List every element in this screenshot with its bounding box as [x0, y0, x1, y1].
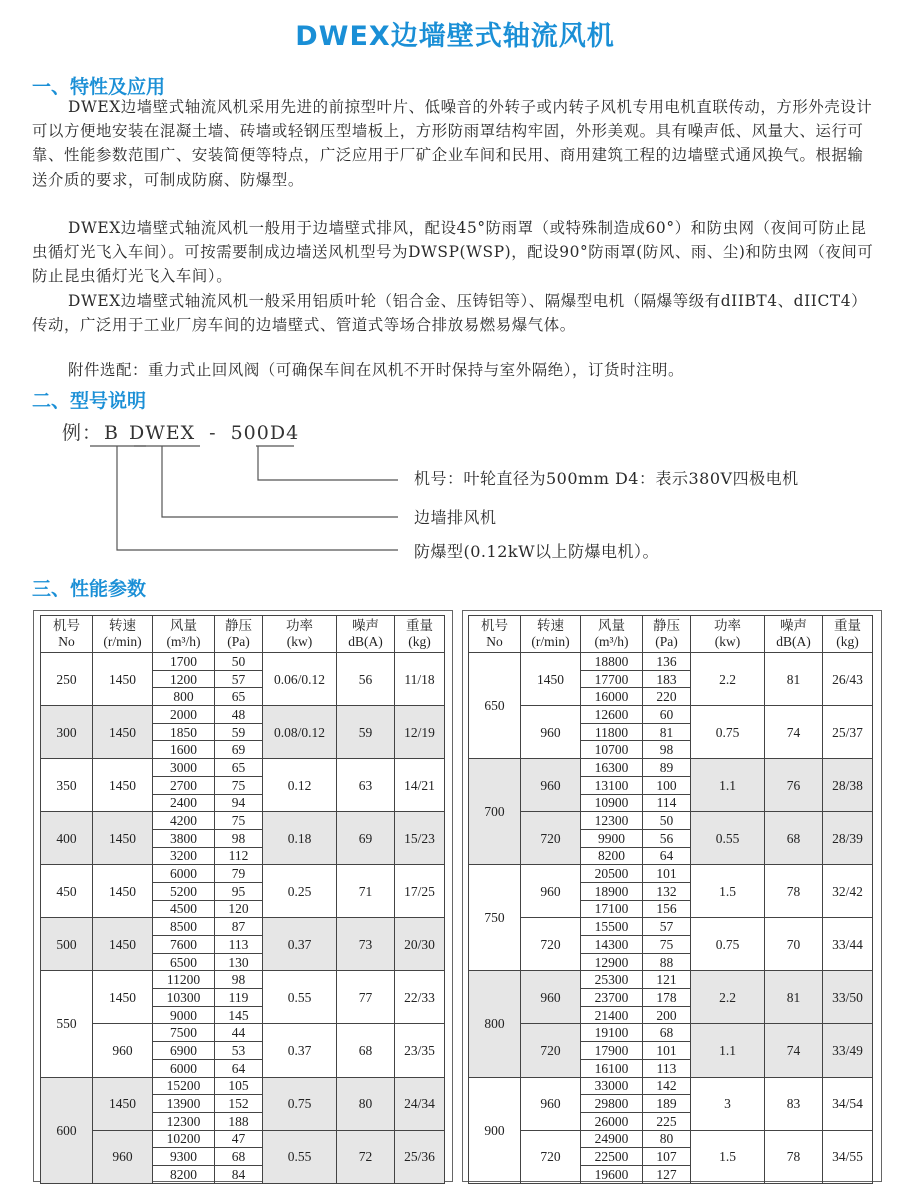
- cell-power: 0.75: [691, 918, 765, 971]
- column-header: [215, 616, 263, 653]
- column-header: [581, 616, 643, 653]
- column-header: [41, 616, 93, 653]
- cell-pressure: 88: [643, 953, 691, 971]
- cell-weight: 28/38: [823, 759, 873, 812]
- cell-airflow: 14300: [581, 936, 643, 954]
- model-dash: -: [209, 422, 217, 444]
- cell-machine-no: 500: [41, 918, 93, 971]
- cell-pressure: 57: [643, 918, 691, 936]
- cell-airflow: 25300: [581, 971, 643, 989]
- cell-weight: 15/23: [395, 812, 445, 865]
- cell-weight: 26/43: [823, 653, 873, 706]
- cell-airflow: 18800: [581, 653, 643, 671]
- cell-airflow: 19600: [581, 1165, 643, 1183]
- column-header-label: 重量: [834, 618, 861, 633]
- cell-pressure: 107: [643, 1148, 691, 1166]
- cell-speed: 1450: [93, 706, 153, 759]
- column-header-label: 功率: [714, 618, 741, 633]
- cell-machine-no: 900: [469, 1077, 521, 1183]
- column-header: [643, 616, 691, 653]
- table-row: [469, 865, 873, 883]
- table-row: [41, 759, 445, 777]
- cell-pressure: 145: [215, 1006, 263, 1024]
- cell-pressure: 178: [643, 989, 691, 1007]
- column-header-label: 机号: [481, 618, 508, 633]
- cell-airflow: 13900: [153, 1095, 215, 1113]
- cell-airflow: 15500: [581, 918, 643, 936]
- column-header-label: 功率: [286, 618, 313, 633]
- cell-pressure: 65: [215, 759, 263, 777]
- cell-airflow: 5200: [153, 882, 215, 900]
- cell-airflow: 3200: [153, 847, 215, 865]
- cell-weight: 33/50: [823, 971, 873, 1024]
- cell-airflow: 1600: [153, 741, 215, 759]
- cell-weight: 22/33: [395, 971, 445, 1024]
- cell-pressure: 98: [643, 741, 691, 759]
- cell-airflow: 1700: [153, 653, 215, 671]
- cell-airflow: 4200: [153, 812, 215, 830]
- cell-airflow: 19100: [581, 1024, 643, 1042]
- cell-noise: 56: [337, 653, 395, 706]
- cell-machine-no: 750: [469, 865, 521, 971]
- cell-noise: 74: [765, 1024, 823, 1077]
- cell-pressure: 156: [643, 900, 691, 918]
- cell-weight: 11/18: [395, 653, 445, 706]
- cell-weight: 34/55: [823, 1130, 873, 1183]
- column-header-label: 机号: [53, 618, 80, 633]
- column-header-unit: (kg): [408, 634, 431, 649]
- cell-airflow: 26000: [581, 1112, 643, 1130]
- column-header-label: 转速: [109, 618, 136, 633]
- cell-power: 1.1: [691, 1024, 765, 1077]
- cell-noise: 68: [337, 1024, 395, 1077]
- cell-power: 0.55: [263, 971, 337, 1024]
- cell-pressure: 79: [215, 865, 263, 883]
- cell-pressure: 94: [215, 794, 263, 812]
- annotation-machine-number: 机号：叶轮直径为500mm D4：表示380V四极电机: [414, 469, 799, 488]
- cell-noise: 70: [765, 918, 823, 971]
- cell-pressure: 57: [215, 670, 263, 688]
- cell-airflow: 10300: [153, 989, 215, 1007]
- cell-pressure: 142: [643, 1077, 691, 1095]
- model-series: DWEX: [128, 422, 196, 444]
- table-row: [469, 1077, 873, 1095]
- table-row: [469, 1024, 873, 1042]
- column-header-label: 风量: [170, 618, 197, 633]
- column-header-unit: (Pa): [227, 634, 250, 649]
- cell-machine-no: 450: [41, 865, 93, 918]
- cell-airflow: 9000: [153, 1006, 215, 1024]
- cell-weight: 33/44: [823, 918, 873, 971]
- model-explosion-letter: B: [104, 422, 119, 444]
- cell-speed: 1450: [521, 653, 581, 706]
- section-heading-performance: 三、性能参数: [32, 578, 147, 600]
- cell-power: 1.5: [691, 1130, 765, 1183]
- cell-speed: 960: [521, 865, 581, 918]
- cell-airflow: 3800: [153, 829, 215, 847]
- section-heading-model: 二、型号说明: [32, 390, 147, 412]
- table-row: [469, 812, 873, 830]
- cell-pressure: 188: [215, 1112, 263, 1130]
- cell-machine-no: 650: [469, 653, 521, 759]
- column-header: [823, 616, 873, 653]
- cell-weight: 25/37: [823, 706, 873, 759]
- cell-pressure: 69: [215, 741, 263, 759]
- cell-pressure: 152: [215, 1095, 263, 1113]
- column-header: [469, 616, 521, 653]
- cell-pressure: 56: [643, 829, 691, 847]
- table-row: [469, 759, 873, 777]
- cell-pressure: 183: [643, 670, 691, 688]
- cell-pressure: 121: [643, 971, 691, 989]
- cell-airflow: 18900: [581, 882, 643, 900]
- cell-pressure: 47: [215, 1130, 263, 1148]
- column-header-label: 重量: [406, 618, 433, 633]
- cell-pressure: 127: [643, 1165, 691, 1183]
- cell-power: 2.2: [691, 653, 765, 706]
- cell-pressure: 75: [215, 776, 263, 794]
- column-header: [153, 616, 215, 653]
- cell-noise: 81: [765, 653, 823, 706]
- table-row: [41, 1077, 445, 1095]
- cell-airflow: 3000: [153, 759, 215, 777]
- cell-pressure: 48: [215, 706, 263, 724]
- cell-weight: 34/54: [823, 1077, 873, 1130]
- cell-power: 0.75: [691, 706, 765, 759]
- cell-pressure: 130: [215, 953, 263, 971]
- cell-noise: 63: [337, 759, 395, 812]
- cell-noise: 73: [337, 918, 395, 971]
- cell-pressure: 220: [643, 688, 691, 706]
- cell-weight: 14/21: [395, 759, 445, 812]
- cell-pressure: 89: [643, 759, 691, 777]
- cell-weight: 33/49: [823, 1024, 873, 1077]
- column-header: [691, 616, 765, 653]
- cell-speed: 1450: [93, 918, 153, 971]
- cell-airflow: 11800: [581, 723, 643, 741]
- table-row: [41, 918, 445, 936]
- cell-speed: 960: [521, 1077, 581, 1130]
- cell-airflow: 16300: [581, 759, 643, 777]
- leader-type: [162, 446, 398, 517]
- cell-pressure: 200: [643, 1006, 691, 1024]
- leader-machine: [258, 446, 398, 480]
- cell-airflow: 6000: [153, 1059, 215, 1077]
- cell-noise: 78: [765, 1130, 823, 1183]
- cell-airflow: 33000: [581, 1077, 643, 1095]
- cell-pressure: 59: [215, 723, 263, 741]
- cell-machine-no: 300: [41, 706, 93, 759]
- column-header-unit: (kg): [836, 634, 859, 649]
- column-header-label: 风量: [598, 618, 625, 633]
- cell-airflow: 12300: [581, 812, 643, 830]
- cell-speed: 960: [521, 971, 581, 1024]
- annotation-exhaust-fan: 边墙排风机: [414, 508, 497, 527]
- cell-airflow: 8200: [581, 847, 643, 865]
- cell-weight: 23/35: [395, 1024, 445, 1077]
- cell-airflow: 6500: [153, 953, 215, 971]
- cell-airflow: 12900: [581, 953, 643, 971]
- column-header-unit: No: [58, 634, 75, 649]
- cell-airflow: 6000: [153, 865, 215, 883]
- cell-pressure: 113: [643, 1059, 691, 1077]
- cell-pressure: 53: [215, 1042, 263, 1060]
- cell-power: 0.37: [263, 918, 337, 971]
- cell-speed: 960: [521, 759, 581, 812]
- cell-noise: 74: [765, 706, 823, 759]
- table-row: [41, 865, 445, 883]
- column-header-unit: (m³/h): [594, 634, 629, 649]
- cell-weight: 32/42: [823, 865, 873, 918]
- model-prefix: 例：: [62, 422, 103, 444]
- paragraph-features-text: DWEX边墙壁式轴流风机采用先进的前掠型叶片、低噪音的外转子或内转子风机专用电机直联传动，方形外壳设计可以方便地安装在混凝土墙、砖墙或轻钢压型墙板上，方形防雨罩结构牢固，外形美观。具有噪声低、风量大、运行可靠、性能参数范围广、安装简便等特点，广泛应用于厂矿企业车间和民用、商用建筑工程的边墙壁式通风换气。根据输送介质的要求，可制成防腐、防爆型。: [32, 98, 873, 189]
- cell-pressure: 68: [643, 1024, 691, 1042]
- column-header-label: 噪声: [780, 618, 807, 633]
- column-header-label: 静压: [225, 618, 252, 633]
- cell-pressure: 75: [215, 812, 263, 830]
- cell-airflow: 16000: [581, 688, 643, 706]
- cell-noise: 72: [337, 1130, 395, 1183]
- cell-airflow: 23700: [581, 989, 643, 1007]
- cell-pressure: 98: [215, 971, 263, 989]
- column-header: [93, 616, 153, 653]
- cell-noise: 77: [337, 971, 395, 1024]
- cell-pressure: 50: [215, 653, 263, 671]
- cell-power: 0.12: [263, 759, 337, 812]
- cell-airflow: 4500: [153, 900, 215, 918]
- cell-noise: 78: [765, 865, 823, 918]
- cell-power: 0.75: [263, 1077, 337, 1130]
- table-row: [41, 706, 445, 724]
- cell-pressure: 81: [643, 723, 691, 741]
- cell-pressure: 95: [215, 882, 263, 900]
- cell-pressure: 65: [215, 688, 263, 706]
- cell-pressure: 120: [215, 900, 263, 918]
- paragraph-explosion-proof-text: DWEX边墙壁式轴流风机一般采用铝质叶轮（铝合金、压铸铝等）、隔爆型电机（隔爆等级有dIIBT4、dIICT4）传动，广泛用于工业厂房车间的边墙壁式、管道式等场合排放易燃易爆气体。: [32, 292, 868, 335]
- cell-pressure: 50: [643, 812, 691, 830]
- cell-pressure: 112: [215, 847, 263, 865]
- column-header-unit: (Pa): [655, 634, 678, 649]
- column-header-unit: (m³/h): [166, 634, 201, 649]
- cell-weight: 17/25: [395, 865, 445, 918]
- cell-noise: 71: [337, 865, 395, 918]
- column-header: [765, 616, 823, 653]
- cell-machine-no: 400: [41, 812, 93, 865]
- cell-machine-no: 250: [41, 653, 93, 706]
- cell-speed: 720: [521, 812, 581, 865]
- cell-pressure: 119: [215, 989, 263, 1007]
- cell-airflow: 1200: [153, 670, 215, 688]
- cell-machine-no: 550: [41, 971, 93, 1077]
- cell-airflow: 11200: [153, 971, 215, 989]
- cell-speed: 720: [521, 918, 581, 971]
- cell-airflow: 29800: [581, 1095, 643, 1113]
- cell-pressure: 132: [643, 882, 691, 900]
- cell-noise: 59: [337, 706, 395, 759]
- cell-airflow: 24900: [581, 1130, 643, 1148]
- table-row: [469, 1130, 873, 1148]
- cell-airflow: 800: [153, 688, 215, 706]
- cell-speed: 720: [521, 1130, 581, 1183]
- cell-speed: 720: [521, 1024, 581, 1077]
- cell-pressure: 68: [215, 1148, 263, 1166]
- column-header-unit: dB(A): [776, 634, 811, 649]
- cell-pressure: 136: [643, 653, 691, 671]
- column-header-unit: (r/min): [103, 634, 142, 649]
- cell-speed: 1450: [93, 759, 153, 812]
- cell-machine-no: 350: [41, 759, 93, 812]
- column-header-label: 噪声: [352, 618, 379, 633]
- section-heading-features: 一、特性及应用: [32, 76, 166, 98]
- cell-power: 0.55: [691, 812, 765, 865]
- cell-airflow: 12300: [153, 1112, 215, 1130]
- column-header: [337, 616, 395, 653]
- cell-airflow: 22500: [581, 1148, 643, 1166]
- cell-power: 0.06/0.12: [263, 653, 337, 706]
- cell-pressure: 114: [643, 794, 691, 812]
- cell-airflow: 1850: [153, 723, 215, 741]
- page-title: DWEX边墙壁式轴流风机: [295, 21, 615, 52]
- cell-airflow: 8500: [153, 918, 215, 936]
- cell-airflow: 20500: [581, 865, 643, 883]
- cell-speed: 960: [521, 706, 581, 759]
- cell-power: 0.37: [263, 1024, 337, 1077]
- cell-airflow: 7600: [153, 936, 215, 954]
- cell-speed: 960: [93, 1024, 153, 1077]
- cell-pressure: 113: [215, 936, 263, 954]
- cell-noise: 68: [765, 812, 823, 865]
- table-row: [41, 1024, 445, 1042]
- column-header-unit: (kw): [714, 634, 741, 649]
- performance-table-left: [40, 615, 445, 1184]
- cell-airflow: 17900: [581, 1042, 643, 1060]
- column-header-unit: (r/min): [531, 634, 570, 649]
- cell-airflow: 10900: [581, 794, 643, 812]
- cell-pressure: 84: [215, 1165, 263, 1183]
- cell-speed: 1450: [93, 865, 153, 918]
- cell-airflow: 6900: [153, 1042, 215, 1060]
- cell-noise: 76: [765, 759, 823, 812]
- cell-pressure: 105: [215, 1077, 263, 1095]
- cell-noise: 81: [765, 971, 823, 1024]
- table-row: [469, 918, 873, 936]
- cell-weight: 25/36: [395, 1130, 445, 1183]
- cell-power: 3: [691, 1077, 765, 1130]
- cell-airflow: 8200: [153, 1165, 215, 1183]
- cell-speed: 1450: [93, 1077, 153, 1130]
- cell-speed: 1450: [93, 653, 153, 706]
- cell-machine-no: 800: [469, 971, 521, 1077]
- cell-speed: 960: [93, 1130, 153, 1183]
- cell-weight: 24/34: [395, 1077, 445, 1130]
- cell-airflow: 9300: [153, 1148, 215, 1166]
- cell-noise: 83: [765, 1077, 823, 1130]
- cell-airflow: 17100: [581, 900, 643, 918]
- cell-power: 0.55: [263, 1130, 337, 1183]
- column-header-unit: (kw): [286, 634, 313, 649]
- cell-weight: 12/19: [395, 706, 445, 759]
- cell-airflow: 2000: [153, 706, 215, 724]
- cell-pressure: 87: [215, 918, 263, 936]
- cell-pressure: 98: [215, 829, 263, 847]
- cell-pressure: 100: [643, 776, 691, 794]
- cell-pressure: 75: [643, 936, 691, 954]
- cell-airflow: 13100: [581, 776, 643, 794]
- column-header-unit: No: [486, 634, 503, 649]
- cell-weight: 28/39: [823, 812, 873, 865]
- cell-pressure: 189: [643, 1095, 691, 1113]
- cell-airflow: 2700: [153, 776, 215, 794]
- cell-airflow: 10200: [153, 1130, 215, 1148]
- column-header-label: 转速: [537, 618, 564, 633]
- cell-power: 0.18: [263, 812, 337, 865]
- cell-noise: 80: [337, 1077, 395, 1130]
- cell-airflow: 15200: [153, 1077, 215, 1095]
- cell-pressure: 60: [643, 706, 691, 724]
- cell-power: 0.08/0.12: [263, 706, 337, 759]
- cell-airflow: 7500: [153, 1024, 215, 1042]
- table-row: [469, 706, 873, 724]
- paragraph-usage-text: DWEX边墙壁式轴流风机一般用于边墙壁式排风，配设45°防雨罩（或特殊制造成60°）和防虫网（夜间可防止昆虫循灯光飞入车间）。可按需要制成边墙送风机型号为DWSP(WSP)，配设90°防雨罩(防风、雨、尘)和防虫网（夜间可防止昆虫循灯光飞入车间）。: [32, 219, 874, 286]
- cell-airflow: 16100: [581, 1059, 643, 1077]
- cell-power: 2.2: [691, 971, 765, 1024]
- table-header-row: [469, 616, 873, 653]
- cell-machine-no: 600: [41, 1077, 93, 1183]
- column-header-label: 静压: [653, 618, 680, 633]
- cell-pressure: 101: [643, 865, 691, 883]
- table-row: [469, 971, 873, 989]
- cell-pressure: 225: [643, 1112, 691, 1130]
- table-row: [41, 971, 445, 989]
- cell-weight: 20/30: [395, 918, 445, 971]
- cell-speed: 1450: [93, 971, 153, 1024]
- annotation-explosion-proof: 防爆型(0.12kW以上防爆电机）。: [414, 542, 660, 561]
- cell-pressure: 101: [643, 1042, 691, 1060]
- cell-airflow: 17700: [581, 670, 643, 688]
- column-header-unit: dB(A): [348, 634, 383, 649]
- cell-noise: 69: [337, 812, 395, 865]
- cell-pressure: 64: [643, 847, 691, 865]
- cell-airflow: 9900: [581, 829, 643, 847]
- table-header-row: [41, 616, 445, 653]
- cell-airflow: 21400: [581, 1006, 643, 1024]
- paragraph-accessories-text: 附件选配：重力式止回风阀（可确保车间在风机不开时保持与室外隔绝），订货时注明。: [68, 361, 684, 379]
- cell-power: 0.25: [263, 865, 337, 918]
- column-header: [263, 616, 337, 653]
- cell-airflow: 2400: [153, 794, 215, 812]
- cell-power: 1.1: [691, 759, 765, 812]
- performance-table-right: [468, 615, 873, 1184]
- table-row: [41, 653, 445, 671]
- cell-airflow: 12600: [581, 706, 643, 724]
- cell-power: 1.5: [691, 865, 765, 918]
- model-code: 500D4: [230, 422, 300, 444]
- table-row: [41, 1130, 445, 1148]
- cell-pressure: 80: [643, 1130, 691, 1148]
- table-row: [469, 653, 873, 671]
- cell-machine-no: 700: [469, 759, 521, 865]
- table-row: [41, 812, 445, 830]
- cell-airflow: 10700: [581, 741, 643, 759]
- cell-speed: 1450: [93, 812, 153, 865]
- column-header: [395, 616, 445, 653]
- cell-pressure: 64: [215, 1059, 263, 1077]
- cell-pressure: 44: [215, 1024, 263, 1042]
- column-header: [521, 616, 581, 653]
